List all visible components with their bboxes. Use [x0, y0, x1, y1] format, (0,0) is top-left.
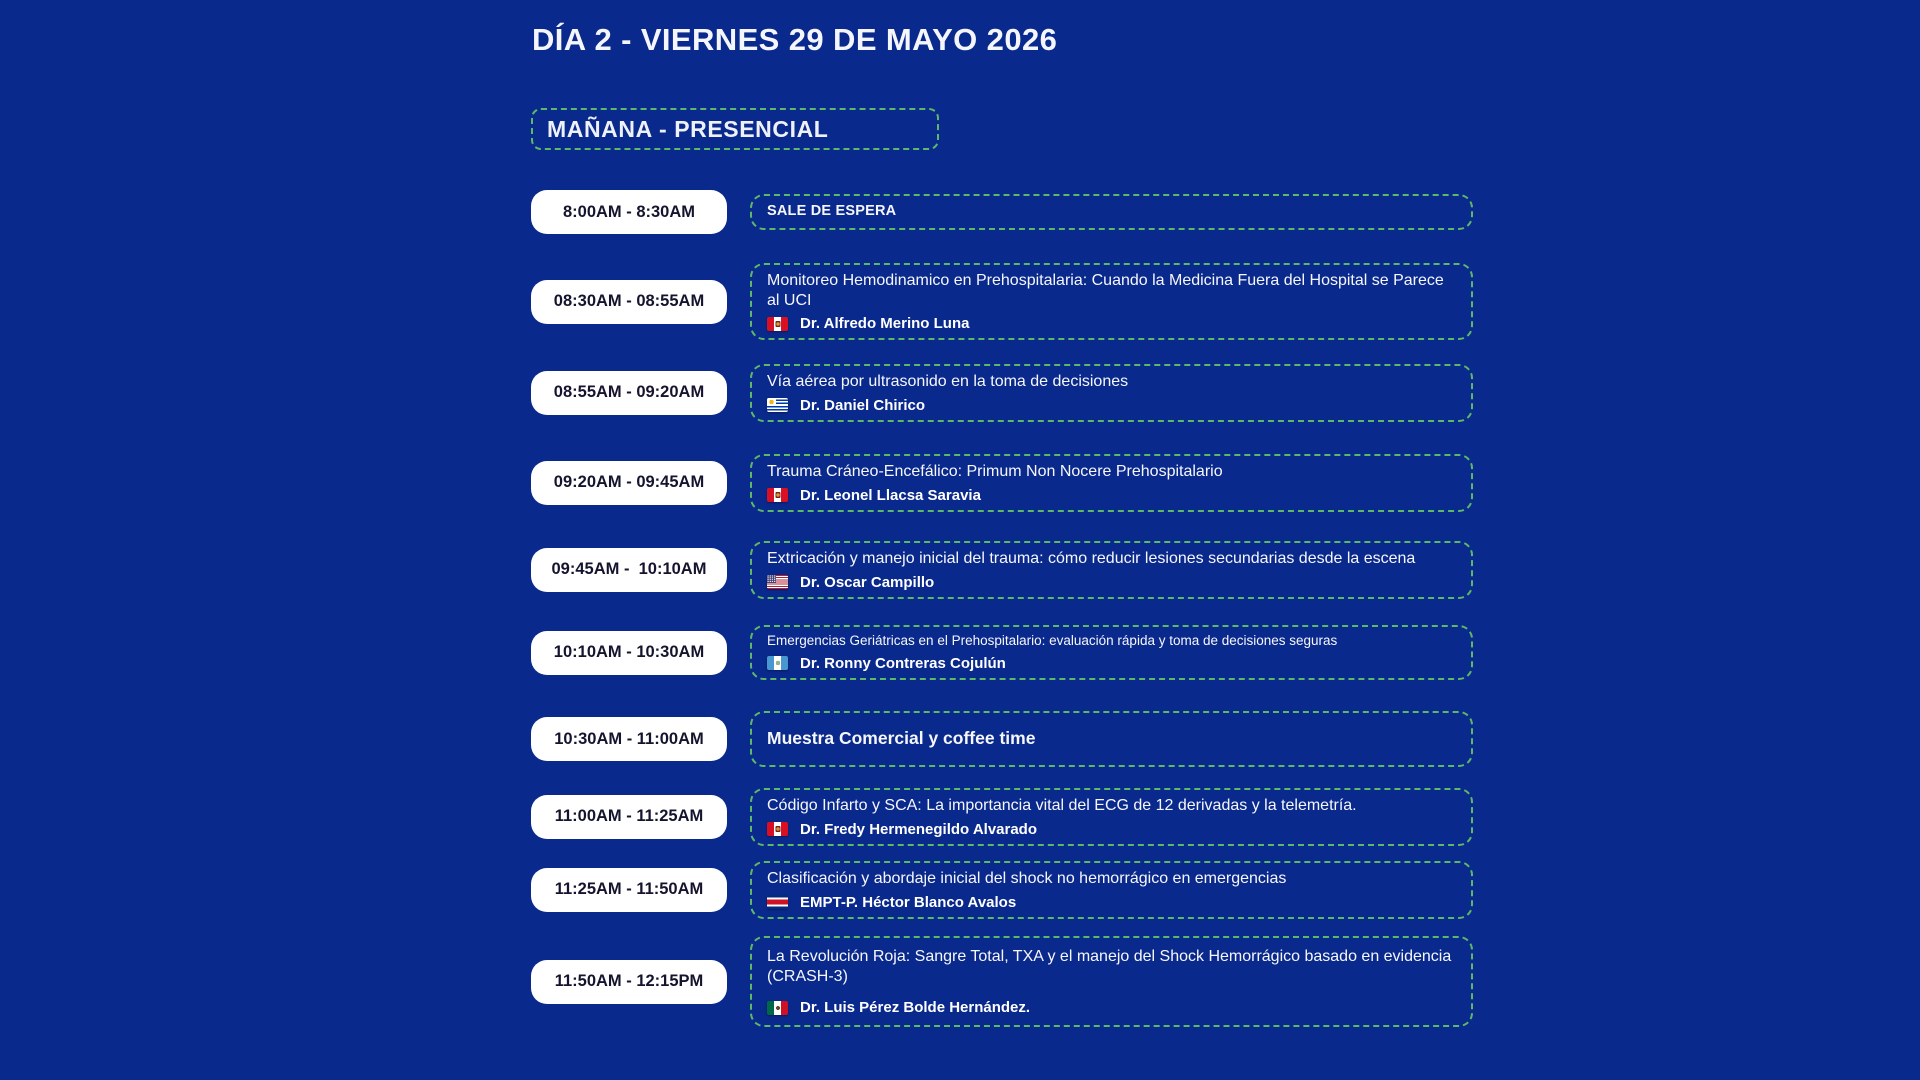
speaker-name: Dr. Fredy Hermenegildo Alvarado	[800, 820, 1038, 838]
flag-peru-icon	[767, 822, 788, 836]
session-card	[750, 364, 1473, 422]
session-title: Vía aérea por ultrasonido en la toma de decisiones	[767, 373, 1129, 390]
session-card	[750, 263, 1473, 340]
speaker-name: Dr. Oscar Campillo	[800, 573, 935, 591]
session-title: Muestra Comercial y coffee time	[767, 728, 1036, 749]
schedule-row	[531, 936, 1473, 1027]
speaker-row	[767, 894, 1456, 911]
flag-peru-icon	[767, 488, 788, 502]
speaker-row	[767, 999, 1456, 1016]
speaker-name: Dr. Luis Pérez Bolde Hernández.	[800, 999, 1031, 1017]
session-card	[750, 861, 1473, 919]
section-badge	[531, 108, 939, 150]
speaker-name: Dr. Daniel Chirico	[800, 396, 926, 414]
section-label: MAÑANA - PRESENCIAL	[547, 115, 829, 142]
time-pill: 11:00AM - 11:25AM	[531, 795, 727, 839]
speaker-name: Dr. Ronny Contreras Cojulún	[800, 654, 1006, 672]
schedule-row	[531, 454, 1473, 512]
speaker-row	[767, 821, 1456, 838]
session-card	[750, 454, 1473, 512]
time-pill: 10:30AM - 11:00AM	[531, 717, 727, 761]
flag-costa-rica-icon	[767, 895, 788, 909]
schedule-row	[531, 541, 1473, 599]
time-pill: 09:20AM - 09:45AM	[531, 461, 727, 505]
flag-guatemala-icon	[767, 656, 788, 670]
session-title: Extricación y manejo inicial del trauma: cómo reducir lesiones secundarias desde la escena	[767, 550, 1416, 567]
flag-uruguay-icon	[767, 398, 788, 412]
session-card	[750, 194, 1473, 230]
speaker-row	[767, 487, 1456, 504]
session-title: La Revolución Roja: Sangre Total, TXA y el manejo del Shock Hemorrágico basado en evidencia (CRASH-3)	[767, 947, 1452, 985]
schedule-row	[531, 190, 1473, 234]
speaker-row	[767, 397, 1456, 414]
speaker-row	[767, 655, 1456, 672]
schedule-row	[531, 625, 1473, 680]
schedule-row	[531, 364, 1473, 422]
speaker-name: Dr. Alfredo Merino Luna	[800, 315, 970, 333]
speaker-name: EMPT-P. Héctor Blanco Avalos	[800, 893, 1017, 911]
time-pill: 08:30AM - 08:55AM	[531, 280, 727, 324]
speaker-name: Dr. Leonel Llacsa Saravia	[800, 486, 981, 504]
flag-mexico-icon	[767, 1001, 788, 1015]
session-card	[750, 541, 1473, 599]
session-title: Monitoreo Hemodinamico en Prehospitalaria: Cuando la Medicina Fuera del Hospital se Parece al UCI	[767, 272, 1444, 309]
schedule-row	[531, 861, 1473, 919]
speaker-row	[767, 574, 1456, 591]
schedule-row	[531, 788, 1473, 846]
schedule-row	[531, 263, 1473, 340]
session-card	[750, 788, 1473, 846]
time-pill: 09:45AM - 10:10AM	[531, 548, 727, 592]
time-pill: 11:25AM - 11:50AM	[531, 868, 727, 912]
session-card	[750, 625, 1473, 680]
session-title: Clasificación y abordaje inicial del shock no hemorrágico en emergencias	[767, 870, 1287, 887]
session-title: SALE DE ESPERA	[767, 203, 897, 220]
time-pill: 08:55AM - 09:20AM	[531, 371, 727, 415]
session-card	[750, 936, 1473, 1027]
flag-peru-icon	[767, 317, 788, 331]
time-pill: 11:50AM - 12:15PM	[531, 960, 727, 1004]
session-card	[750, 711, 1473, 767]
session-title: Emergencias Geriátricas en el Prehospitalario: evaluación rápida y toma de decisiones seguras	[767, 633, 1338, 649]
page-title: DÍA 2 - VIERNES 29 DE MAYO 2026	[532, 22, 1058, 57]
session-title: Trauma Cráneo-Encefálico: Primum Non Nocere Prehospitalario	[767, 463, 1223, 480]
schedule-row	[531, 711, 1473, 767]
flag-usa-icon	[767, 575, 788, 589]
time-pill: 8:00AM - 8:30AM	[531, 190, 727, 234]
session-title: Código Infarto y SCA: La importancia vital del ECG de 12 derivadas y la telemetría.	[767, 797, 1357, 814]
speaker-row	[767, 315, 1456, 332]
time-pill: 10:10AM - 10:30AM	[531, 631, 727, 675]
